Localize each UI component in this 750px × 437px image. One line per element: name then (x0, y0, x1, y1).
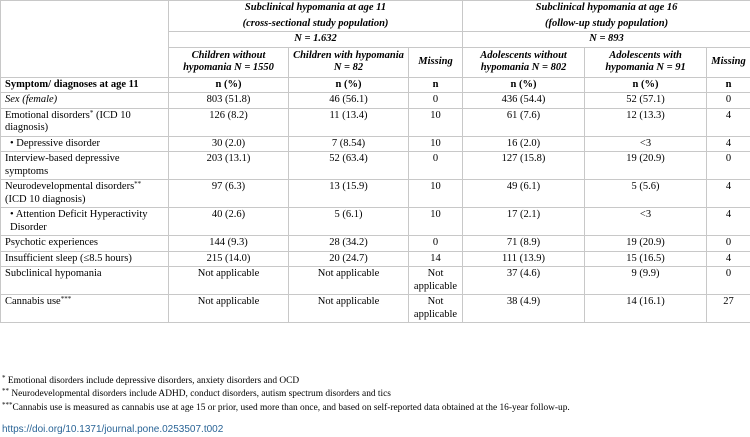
row-label: Subclinical hypomania (1, 267, 169, 295)
group-title-row (1, 1, 750, 32)
table-cell: 111 (13.9) (463, 251, 585, 267)
col-header: Missing (409, 47, 463, 77)
table-cell: 9 (9.9) (585, 267, 707, 295)
table-cell: 11 (13.4) (289, 108, 409, 136)
table-cell: 436 (54.4) (463, 93, 585, 109)
table-cell: Not applicable (289, 267, 409, 295)
table-cell: 52 (63.4) (289, 152, 409, 180)
table-cell: 10 (409, 108, 463, 136)
table-cell: 0 (707, 267, 750, 295)
table-cell: 17 (2.1) (463, 208, 585, 236)
table-row (1, 236, 750, 252)
unit-cell: n (%) (585, 77, 707, 93)
table-cell: 10 (409, 136, 463, 152)
table-row (1, 208, 750, 236)
row-label: Sex (female) (1, 93, 169, 109)
table-cell: 144 (9.3) (169, 236, 289, 252)
table-cell: 127 (15.8) (463, 152, 585, 180)
group-11-subtitle: (cross-sectional study population) (242, 17, 389, 29)
table-cell: 14 (16.1) (585, 295, 707, 323)
table-row (1, 251, 750, 267)
group-16-header (463, 1, 750, 32)
table-cell: 19 (20.9) (585, 236, 707, 252)
row-label: Psychotic experiences (1, 236, 169, 252)
table-cell: 14 (409, 251, 463, 267)
col-header: Children without hypomania N = 1550 (169, 47, 289, 77)
table-cell: 0 (707, 236, 750, 252)
row-label: Insufficient sleep (≤8.5 hours) (1, 251, 169, 267)
group-16-title: Subclinical hypomania at age 16 (535, 2, 678, 13)
group-11-header (169, 1, 463, 32)
table-cell: 10 (409, 180, 463, 208)
table-cell: 203 (13.1) (169, 152, 289, 180)
units-row (1, 77, 750, 93)
table-cell: 61 (7.6) (463, 108, 585, 136)
col-header: Children with hypomania N = 82 (289, 47, 409, 77)
table-row (1, 108, 750, 136)
row-label: Emotional disorders* (ICD 10 diagnosis) (1, 108, 169, 136)
table-cell: 4 (707, 108, 750, 136)
table-cell: 37 (4.6) (463, 267, 585, 295)
col-header: Adolescents with hypomania N = 91 (585, 47, 707, 77)
table-cell: 215 (14.0) (169, 251, 289, 267)
table-cell: 4 (707, 251, 750, 267)
table-cell: 20 (24.7) (289, 251, 409, 267)
table-cell: 4 (707, 136, 750, 152)
row-label: Neurodevelopmental disorders** (ICD 10 diagnosis) (1, 180, 169, 208)
table-row (1, 267, 750, 295)
table-cell: <3 (585, 208, 707, 236)
col-header: Missing (707, 47, 750, 77)
group-16-subtitle: (follow-up study population) (544, 17, 669, 29)
table-cell: 803 (51.8) (169, 93, 289, 109)
unit-cell: n (409, 77, 463, 93)
table-row (1, 93, 750, 109)
row-label: • Depressive disorder (1, 136, 169, 152)
col-header: Adolescents without hypomania N = 802 (463, 47, 585, 77)
unit-cell: n (%) (463, 77, 585, 93)
doi-link[interactable]: https://doi.org/10.1371/journal.pone.0253507.t002 (2, 424, 224, 435)
footnote: * Emotional disorders include depressive disorders, anxiety disorders and OCD (2, 374, 300, 386)
table-cell: <3 (585, 136, 707, 152)
table-cell: Not applicable (169, 267, 289, 295)
table-cell: 46 (56.1) (289, 93, 409, 109)
table-cell: 97 (6.3) (169, 180, 289, 208)
table-cell: 13 (15.9) (289, 180, 409, 208)
table-cell: Not applicable (409, 267, 463, 295)
table-cell: 0 (707, 152, 750, 180)
corner-cell (1, 1, 169, 78)
table-cell: 19 (20.9) (585, 152, 707, 180)
table-cell: 27 (707, 295, 750, 323)
table-cell: 0 (707, 93, 750, 109)
table-cell: 40 (2.6) (169, 208, 289, 236)
footnotes (2, 375, 748, 415)
table-cell: Not applicable (409, 295, 463, 323)
table-row (1, 180, 750, 208)
table-cell: 0 (409, 236, 463, 252)
table-body (1, 93, 750, 323)
table-cell: 30 (2.0) (169, 136, 289, 152)
table-cell: 7 (8.54) (289, 136, 409, 152)
table-cell: Not applicable (289, 295, 409, 323)
table-cell: 5 (5.6) (585, 180, 707, 208)
table-cell: 52 (57.1) (585, 93, 707, 109)
unit-cell: n (707, 77, 750, 93)
footnote: ** Neurodevelopmental disorders include ADHD, conduct disorders, autism spectrum disorders and tics (2, 387, 391, 400)
table-cell: 38 (4.9) (463, 295, 585, 323)
row-label: Interview-based depressive symptoms (1, 152, 169, 180)
table-cell: 5 (6.1) (289, 208, 409, 236)
table-cell: 10 (409, 208, 463, 236)
table-cell: 15 (16.5) (585, 251, 707, 267)
table-cell: 4 (707, 208, 750, 236)
row-label: Cannabis use*** (1, 295, 169, 323)
unit-cell: n (%) (289, 77, 409, 93)
row-label: Symptom/ diagnoses at age 11 (1, 77, 169, 93)
group-11-title: Subclinical hypomania at age 11 (244, 2, 387, 13)
table-cell: 49 (6.1) (463, 180, 585, 208)
table-cell: 71 (8.9) (463, 236, 585, 252)
table-cell: Not applicable (169, 295, 289, 323)
footnote: ***Cannabis use is measured as cannabis use at age 15 or prior, used more than once, and based on self-reported data obtained at the 16-year follow-up. (2, 400, 570, 413)
table-cell: 4 (707, 180, 750, 208)
table-cell: 0 (409, 93, 463, 109)
table-cell: 12 (13.3) (585, 108, 707, 136)
group-16-n: N = 893 (463, 32, 750, 48)
table-cell: 126 (8.2) (169, 108, 289, 136)
table-row (1, 295, 750, 323)
row-label: • Attention Deficit Hyperactivity Disorder (1, 208, 169, 236)
table-row (1, 152, 750, 180)
table-cell: 0 (409, 152, 463, 180)
table-cell: 16 (2.0) (463, 136, 585, 152)
table-cell: 28 (34.2) (289, 236, 409, 252)
table-row (1, 136, 750, 152)
group-11-n: N = 1.632 (169, 32, 463, 48)
unit-cell: n (%) (169, 77, 289, 93)
